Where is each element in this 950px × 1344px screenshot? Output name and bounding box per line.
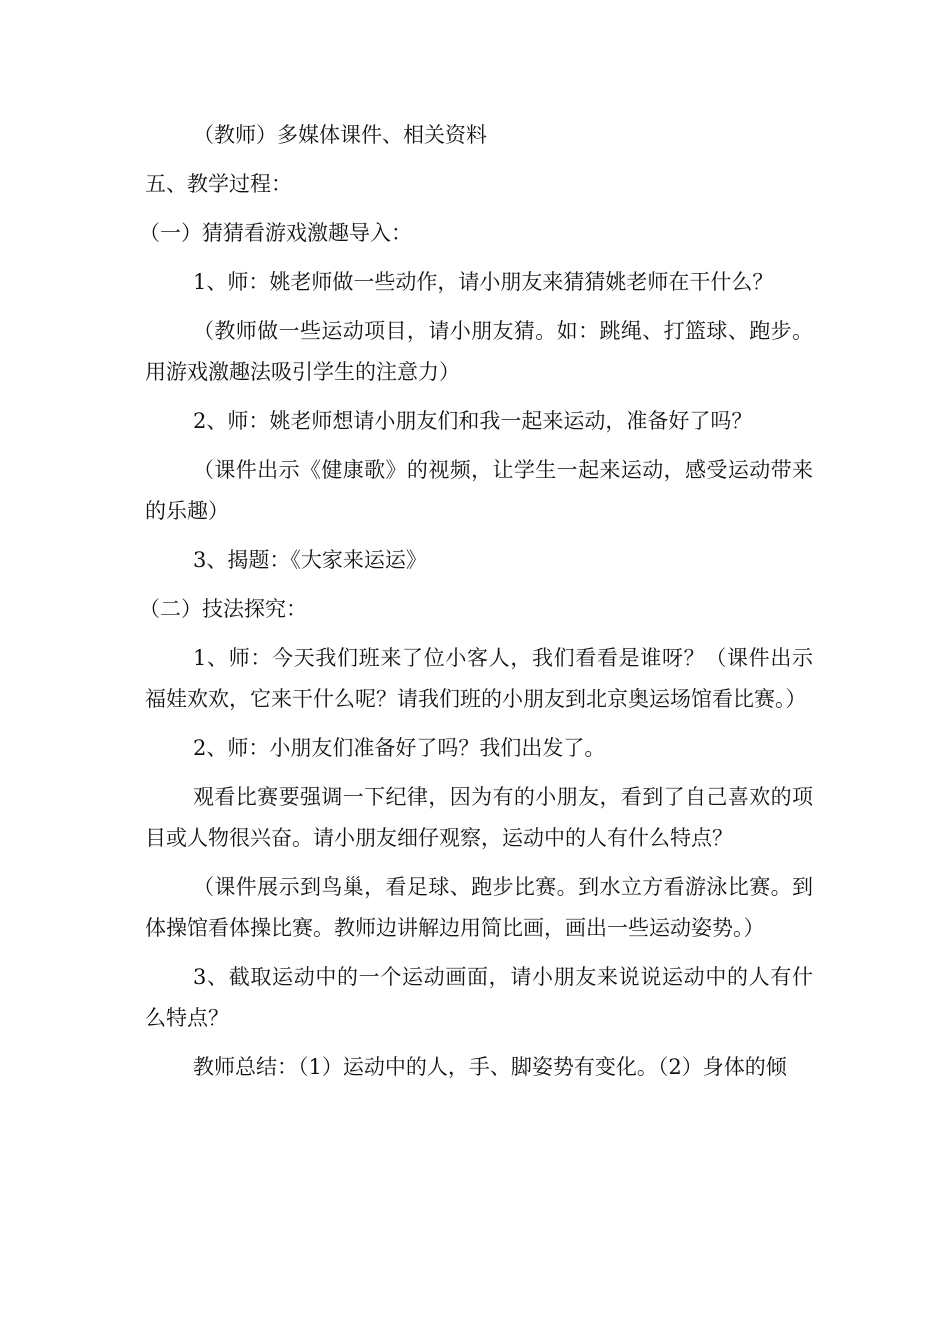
paragraph-step-2-note: （课件出示《健康歌》的视频，让学生一起来运动，感受运动带来的乐趣）: [145, 458, 813, 523]
document-body: [139, 115, 813, 1096]
paragraph-step-1-note: （教师做一些运动项目，请小朋友猜。如：跳绳、打篮球、跑步。用游戏激趣法吸引学生的注意力）: [145, 319, 813, 384]
paragraph-discipline: 观看比赛要强调一下纪律，因为有的小朋友，看到了自己喜欢的项目或人物很兴奋。请小朋友细仔观察，运动中的人有什么特点？: [145, 785, 813, 850]
paragraph-technique-step-3: 3、截取运动中的一个运动画面，请小朋友来说说运动中的人有什么特点？: [145, 965, 813, 1030]
subsection-heading-technique: （二）技法探究：: [139, 597, 307, 621]
paragraph-technique-step-2: 2、师：小朋友们准备好了吗？我们出发了。: [193, 736, 606, 760]
paragraph-step-2: 2、师：姚老师想请小朋友们和我一起来运动，准备好了吗？: [193, 409, 753, 433]
subsection-heading-intro: （一）猜猜看游戏激趣导入：: [139, 221, 412, 245]
paragraph-step-1: 1、师：姚老师做一些动作，请小朋友来猜猜姚老师在干什么？: [193, 270, 774, 294]
paragraph-technique-step-1: 1、师：今天我们班来了位小客人，我们看看是谁呀？（课件出示福娃欢欢，它来干什么呢？请我们班的小朋友到北京奥运场馆看比赛。）: [145, 646, 813, 711]
paragraph-summary: 教师总结：（1）运动中的人，手、脚姿势有变化。（2）身体的倾: [193, 1055, 787, 1079]
paragraph-courseware-note: （课件展示到鸟巢，看足球、跑步比赛。到水立方看游泳比赛。到体操馆看体操比赛。教师边讲解边用简比画，画出一些运动姿势。）: [145, 875, 813, 940]
paragraph-materials: （教师）多媒体课件、相关资料: [193, 123, 487, 147]
section-heading-process: 五、教学过程：: [145, 172, 292, 196]
paragraph-step-3: 3、揭题：《大家来运运》: [193, 548, 427, 572]
